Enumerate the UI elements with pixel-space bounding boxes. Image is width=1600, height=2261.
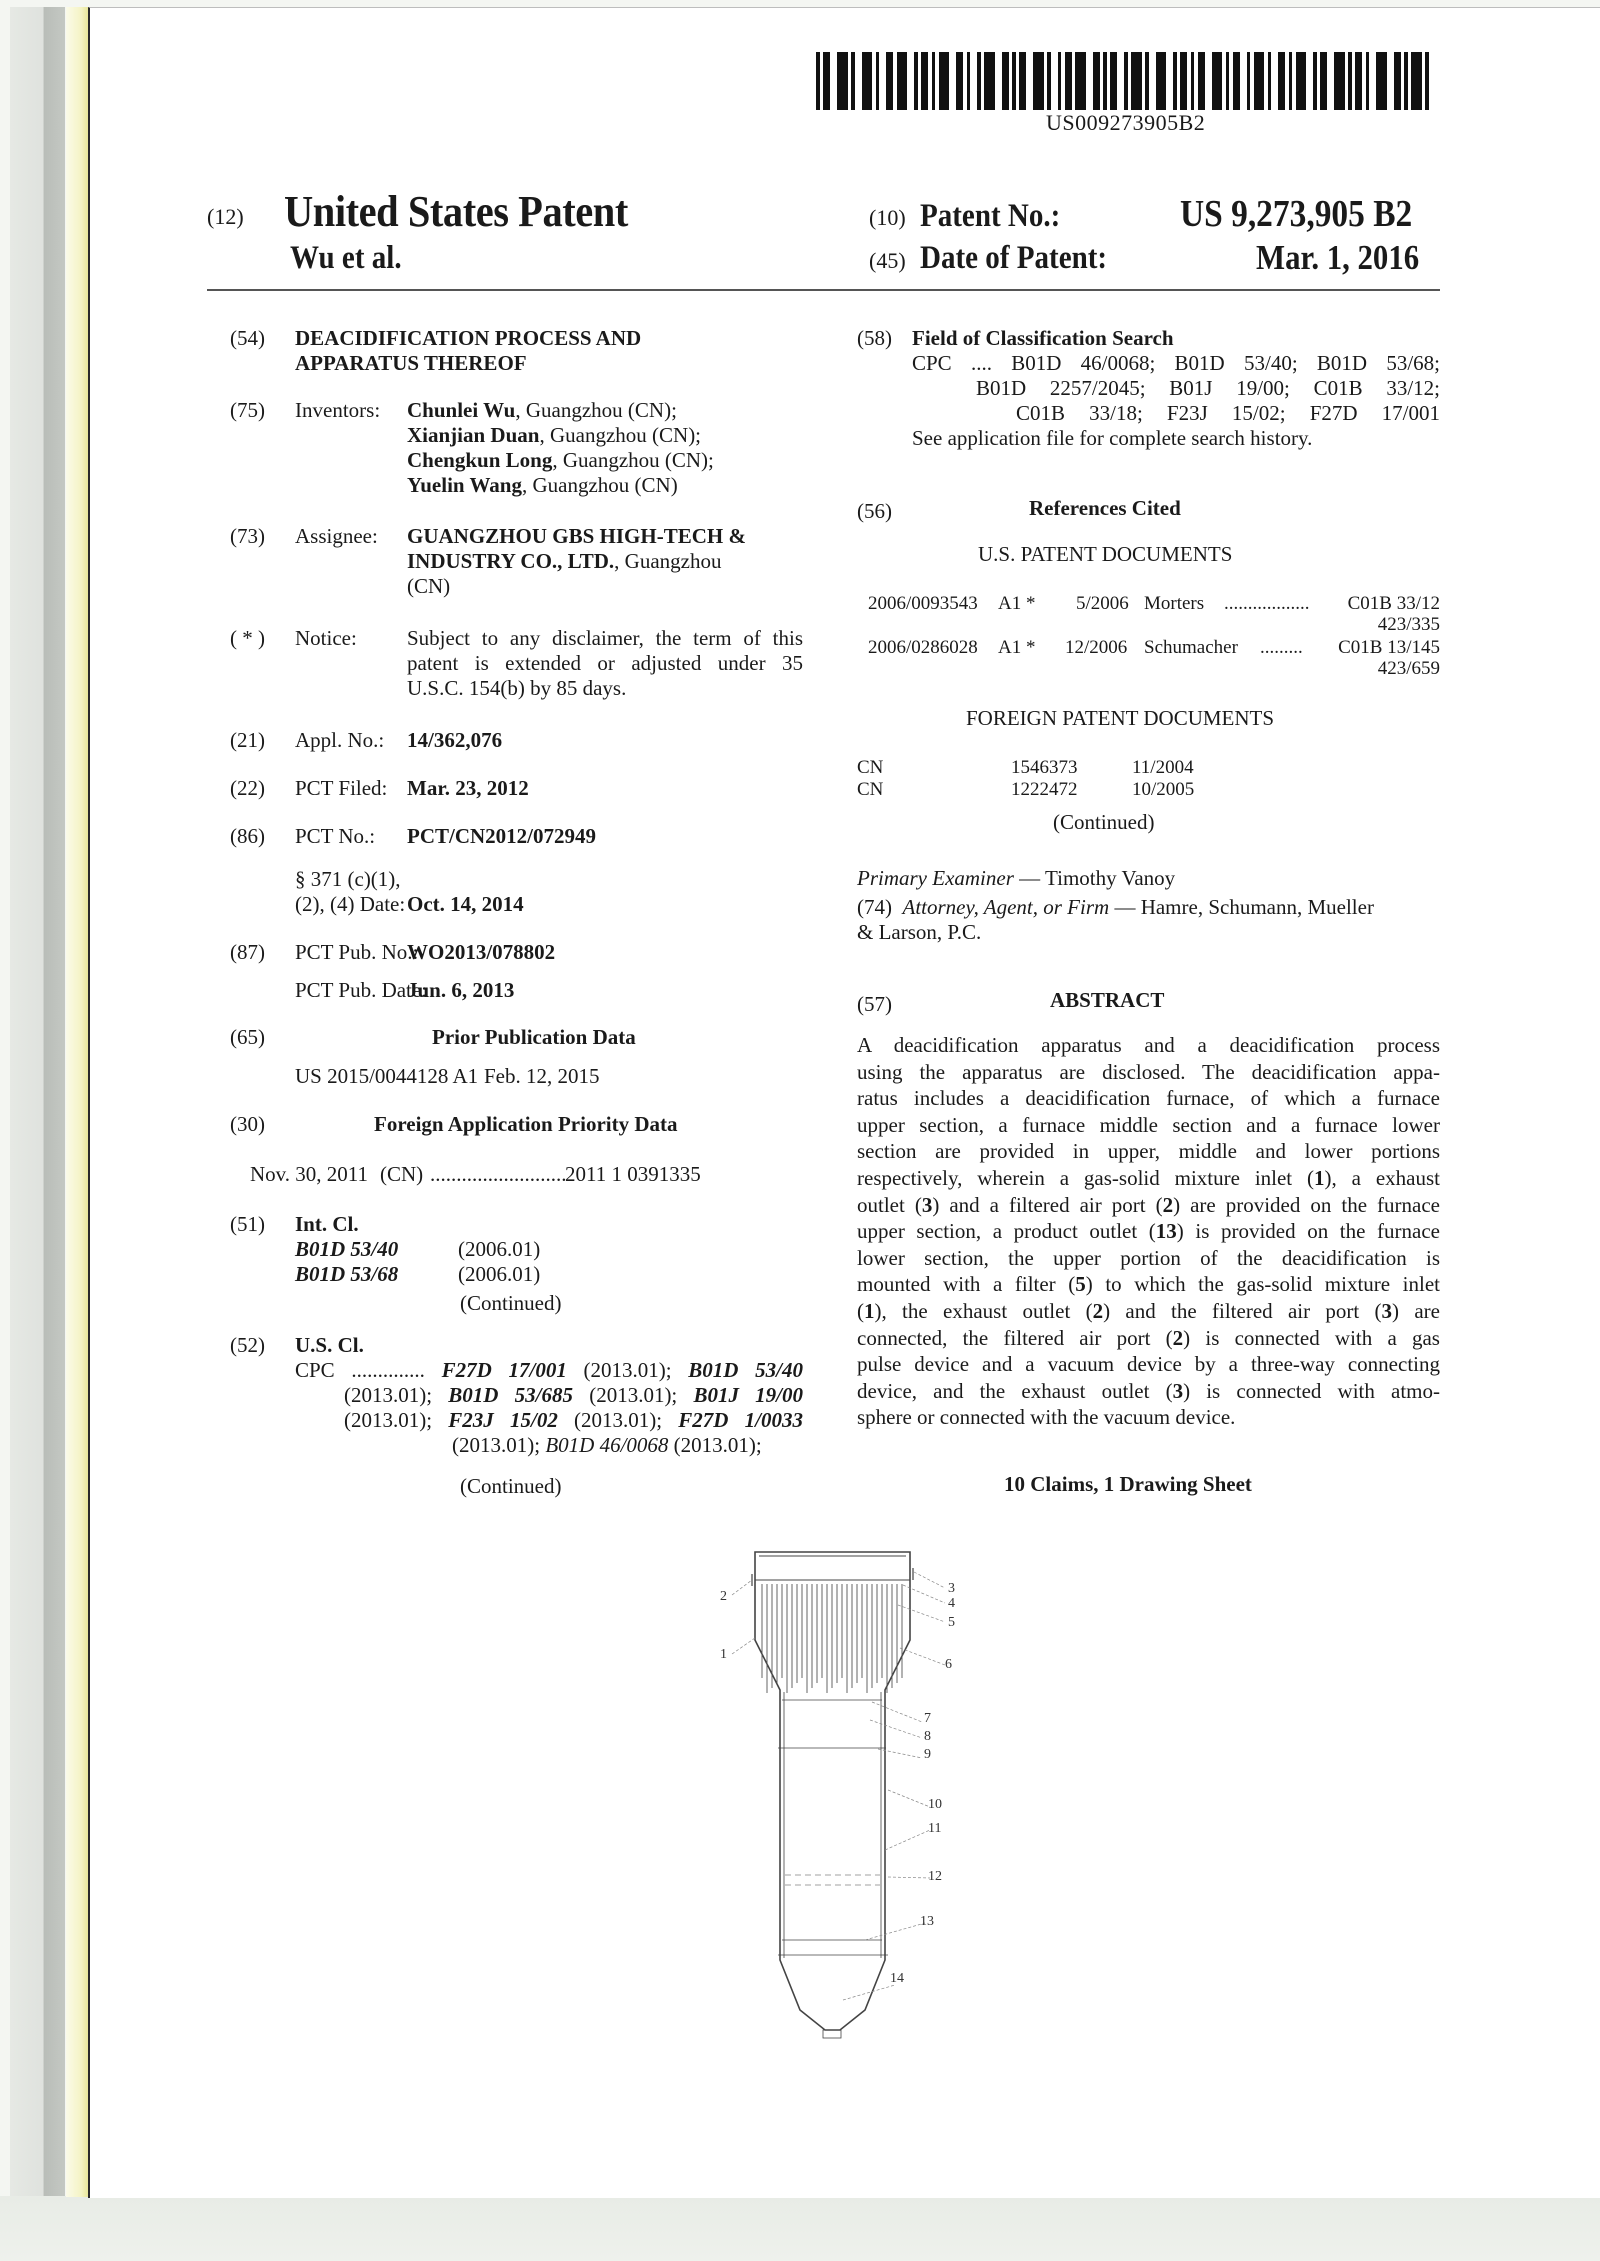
- code-21: (21): [230, 728, 265, 752]
- drawing-label: 13: [920, 1914, 934, 1929]
- cpc-class: B01D 53/685: [448, 1383, 573, 1407]
- prior-publication-date: Feb. 12, 2015: [484, 1064, 600, 1088]
- code-73: (73): [230, 524, 265, 548]
- pct-pub-no-value: WO2013/078802: [407, 940, 556, 964]
- invention-title-line2: APPARATUS THEREOF: [295, 351, 527, 375]
- date-of-patent-label: Date of Patent:: [920, 240, 1108, 276]
- date-of-patent: Mar. 1, 2016: [1256, 238, 1420, 277]
- us-cl-heading: U.S. Cl.: [295, 1333, 364, 1357]
- abstract-line: using the apparatus are disclosed. The deacidification appa-: [857, 1059, 1440, 1084]
- inventor-name: Xianjian Duan: [407, 423, 540, 447]
- cpc-version: (2013.01);: [344, 1408, 449, 1432]
- code-52: (52): [230, 1333, 265, 1357]
- pct-pub-date-value: Jun. 6, 2013: [407, 978, 515, 1002]
- cpc-version: (2013.01);: [668, 1433, 762, 1457]
- primary-examiner: [857, 866, 1175, 891]
- patent-number-label: Patent No.:: [920, 198, 1061, 234]
- code-54: (54): [230, 326, 265, 350]
- code-22: (22): [230, 776, 265, 800]
- reference-numeral: 3: [1172, 1378, 1184, 1403]
- cpc-version: (2013.01);: [452, 1433, 546, 1457]
- s371-label-line1: § 371 (c)(1),: [295, 867, 401, 891]
- inventor-item: [407, 398, 677, 423]
- assignee-name-line1: GUANGZHOU GBS HIGH-TECH &: [407, 524, 746, 548]
- cpc-version: (2013.01);: [344, 1383, 449, 1407]
- inventor-item: [407, 448, 714, 473]
- code-57: (57): [857, 992, 892, 1016]
- abstract-line: connected, the filtered air port (2) is connected with a gas: [857, 1325, 1440, 1350]
- code-56: (56): [857, 499, 892, 523]
- foreign-doc-date: 11/2004: [1132, 757, 1194, 778]
- inventor-name: Chunlei Wu: [407, 398, 516, 422]
- us-cl-line2: [344, 1383, 803, 1408]
- pct-pub-date-label: PCT Pub. Date:: [295, 978, 428, 1002]
- cpc-class: B01D 53/40: [688, 1358, 804, 1382]
- foreign-doc-number: 1546373: [1011, 757, 1078, 778]
- dash: —: [1013, 866, 1046, 890]
- foreign-priority-number: 2011 1 0391335: [565, 1162, 701, 1186]
- abstract-line: upper section, a furnace middle section and a furnace lower: [857, 1112, 1440, 1137]
- code-30: (30): [230, 1112, 265, 1136]
- code-notice: ( * ): [230, 626, 265, 650]
- pct-filed-value: Mar. 23, 2012: [407, 776, 529, 800]
- reference-class: C01B 13/145: [1338, 637, 1440, 658]
- inventors-label: Inventors:: [295, 398, 381, 422]
- notice-label: Notice:: [295, 626, 357, 650]
- cpc-class: F23J 15/02: [448, 1408, 558, 1432]
- int-cl-version: (2006.01): [458, 1237, 541, 1261]
- s371-date: Oct. 14, 2014: [407, 892, 524, 916]
- inventor-location: , Guangzhou (CN);: [539, 423, 702, 447]
- attorney: [857, 895, 1374, 920]
- int-cl-class: B01D 53/40: [295, 1237, 399, 1261]
- reference-date: 12/2006: [1065, 637, 1128, 658]
- reference-name: Schumacher: [1144, 637, 1238, 658]
- code-45: (45): [869, 248, 906, 273]
- code-87: (87): [230, 940, 265, 964]
- document-type-title: United States Patent: [284, 187, 628, 236]
- code-75: (75): [230, 398, 265, 422]
- cpc-class: F27D 1/0033: [678, 1408, 804, 1432]
- inventor-name: Yuelin Wang: [407, 473, 522, 497]
- int-cl-heading: Int. Cl.: [295, 1212, 359, 1236]
- foreign-doc-date: 10/2005: [1132, 779, 1195, 800]
- assignee-company: INDUSTRY CO., LTD.: [407, 549, 615, 573]
- pct-filed-label: PCT Filed:: [295, 776, 388, 800]
- prior-publication-number: US 2015/0044128 A1: [295, 1064, 479, 1088]
- pct-no-value: PCT/CN2012/072949: [407, 824, 596, 848]
- attorney-label: Attorney, Agent, or Firm: [902, 895, 1110, 919]
- reference-kind: A1 *: [998, 593, 1036, 614]
- drawing-label: 1: [720, 1647, 727, 1662]
- foreign-doc-country: CN: [857, 757, 884, 778]
- reference-numeral: 5: [1075, 1272, 1086, 1297]
- cpc-class: B01D 46/0068: [545, 1433, 669, 1457]
- reference-number: 2006/0286028: [868, 637, 978, 658]
- patent-number: US 9,273,905 B2: [1180, 193, 1413, 235]
- examiner-name: Timothy Vanoy: [1045, 866, 1176, 890]
- code-74: (74): [857, 895, 892, 919]
- invention-title-line1: DEACIDIFICATION PROCESS AND: [295, 326, 642, 350]
- leader-dots: ..................: [1224, 593, 1310, 614]
- barcode-bar: [1425, 52, 1429, 110]
- drawing-label: 7: [924, 1711, 931, 1726]
- page-edge: [66, 7, 88, 2197]
- header-divider: [207, 289, 1440, 291]
- attorney-firm-line2: & Larson, P.C.: [857, 920, 982, 944]
- attorney-firm: Hamre, Schumann, Mueller: [1140, 895, 1374, 919]
- foreign-priority-date: Nov. 30, 2011: [250, 1162, 369, 1186]
- drawing-label: 6: [945, 1657, 952, 1672]
- abstract-line: section are provided in upper, middle and lower portions: [857, 1139, 1440, 1164]
- leader-dots: ..........................: [430, 1162, 567, 1186]
- abstract-text: [857, 1032, 1440, 1431]
- foreign-doc-number: 1222472: [1011, 779, 1078, 800]
- abstract-line: ratus includes a deacidification furnace, of which a furnace: [857, 1086, 1440, 1111]
- notice-line3: U.S.C. 154(b) by 85 days.: [407, 676, 627, 700]
- abstract-line: A deacidification apparatus and a deacidification process: [857, 1033, 1440, 1057]
- us-patent-documents-heading: U.S. PATENT DOCUMENTS: [978, 542, 1233, 566]
- notice-line1: Subject to any disclaimer, the term of this: [407, 626, 803, 650]
- inventor-item: [407, 473, 678, 498]
- foreign-priority-heading: Foreign Application Priority Data: [374, 1112, 678, 1136]
- reference-numeral: 2: [1172, 1325, 1184, 1350]
- int-cl-version: (2006.01): [458, 1262, 541, 1286]
- reference-class-secondary: 423/335: [1377, 614, 1440, 635]
- product-outlet: [823, 2030, 841, 2038]
- reference-numeral: 2: [1092, 1298, 1104, 1323]
- drawing-label: 10: [928, 1797, 942, 1812]
- code-86: (86): [230, 824, 265, 848]
- reference-class-secondary: 423/659: [1377, 658, 1440, 679]
- cpc-class: B01J 19/00: [693, 1383, 804, 1407]
- abstract-heading: ABSTRACT: [1050, 988, 1165, 1012]
- scanner-background-bottom: [0, 2196, 1600, 2261]
- abstract-line: device, and the exhaust outlet (3) is connected with atmo-: [857, 1378, 1440, 1403]
- us-cl-line1: [295, 1358, 803, 1383]
- int-cl-continued: (Continued): [460, 1291, 562, 1315]
- leader-dots: .........: [1260, 637, 1303, 658]
- cpc-version: (2013.01);: [566, 1358, 689, 1382]
- reference-numeral: 1: [864, 1298, 875, 1323]
- cpc-label: CPC: [295, 1358, 335, 1382]
- inventor-name: Chengkun Long: [407, 448, 553, 472]
- cpc-class: F27D 17/001: [441, 1358, 567, 1382]
- prior-publication-heading: Prior Publication Data: [432, 1025, 636, 1049]
- abstract-line: upper section, a product outlet (13) is provided on the furnace: [857, 1219, 1440, 1244]
- reference-numeral: 13: [1155, 1219, 1177, 1244]
- scanner-background: [10, 7, 65, 2207]
- field-search-line3: C01B 33/18; F23J 15/02; F27D 17/001: [1016, 401, 1440, 425]
- reference-date: 5/2006: [1076, 593, 1129, 614]
- code-12: (12): [207, 204, 244, 229]
- reference-numeral: 3: [1381, 1298, 1393, 1323]
- code-51: (51): [230, 1212, 265, 1236]
- pct-pub-no-label: PCT Pub. No.:: [295, 940, 419, 964]
- barcode-number: US009273905B2: [1046, 110, 1206, 135]
- abstract-line: respectively, wherein a gas-solid mixture inlet (1), a exhaust: [857, 1165, 1440, 1190]
- examiner-label: Primary Examiner: [857, 866, 1014, 890]
- drawing-label: 5: [948, 1615, 955, 1630]
- code-58: (58): [857, 326, 892, 350]
- claims-summary: 10 Claims, 1 Drawing Sheet: [1004, 1472, 1252, 1496]
- reference-kind: A1 *: [998, 637, 1036, 658]
- reference-numeral: 2: [1162, 1192, 1174, 1217]
- drawing-label: 4: [948, 1596, 955, 1611]
- foreign-patent-documents-heading: FOREIGN PATENT DOCUMENTS: [966, 706, 1275, 730]
- references-continued: (Continued): [1053, 810, 1155, 834]
- us-cl-line3: [344, 1408, 803, 1433]
- us-cl-line4: [452, 1433, 762, 1458]
- cpc-version: (2013.01);: [573, 1383, 694, 1407]
- abstract-line: sphere or connected with the vacuum device.: [857, 1405, 1236, 1430]
- assignee-label: Assignee:: [295, 524, 378, 548]
- notice-line2: patent is extended or adjusted under 35: [407, 651, 803, 675]
- leader-dots: ..............: [351, 1358, 425, 1382]
- field-search-note: See application file for complete search history.: [912, 426, 1313, 450]
- inventor-short: Wu et al.: [290, 240, 402, 276]
- abstract-line: lower section, the upper portion of the deacidification is: [857, 1245, 1440, 1270]
- drawing-label: 12: [928, 1869, 942, 1884]
- inventor-location: , Guangzhou (CN);: [552, 448, 714, 472]
- us-cl-continued: (Continued): [460, 1474, 562, 1498]
- inventor-location: , Guangzhou (CN): [521, 473, 678, 497]
- int-cl-class: B01D 53/68: [295, 1262, 399, 1286]
- reference-number: 2006/0093543: [868, 593, 978, 614]
- foreign-doc-country: CN: [857, 779, 884, 800]
- abstract-line: outlet (3) and a filtered air port (2) are provided on the furnace: [857, 1192, 1440, 1217]
- code-65: (65): [230, 1025, 265, 1049]
- cpc-version: (2013.01);: [557, 1408, 679, 1432]
- abstract-line: (1), the exhaust outlet (2) and the filtered air port (3) are: [857, 1298, 1440, 1323]
- code-10: (10): [869, 205, 906, 230]
- drawing-label: 2: [720, 1589, 727, 1604]
- drawing-label: 11: [928, 1821, 942, 1836]
- reference-name: Morters: [1144, 593, 1205, 614]
- field-search-line1: CPC .... B01D 46/0068; B01D 53/40; B01D 53/68;: [912, 351, 1440, 375]
- filter-bags: [762, 1584, 902, 1693]
- assignee-city: , Guangzhou: [614, 549, 722, 573]
- drawing-label: 3: [948, 1581, 955, 1596]
- furnace-drawing: [690, 1530, 1020, 2040]
- abstract-line: pulse device and a vacuum device by a three-way connecting: [857, 1352, 1440, 1377]
- s371-label-line2: (2), (4) Date:: [295, 892, 406, 916]
- field-search-line2: B01D 2257/2045; B01J 19/00; C01B 33/12;: [976, 376, 1440, 400]
- appl-no-value: 14/362,076: [407, 728, 503, 752]
- references-heading: References Cited: [1029, 496, 1181, 520]
- reference-class: C01B 33/12: [1347, 593, 1440, 614]
- assignee-name-line2: [407, 549, 721, 574]
- reference-numeral: 1: [1314, 1165, 1325, 1190]
- foreign-priority-country: (CN): [380, 1162, 424, 1186]
- inventor-item: [407, 423, 701, 448]
- assignee-country: (CN): [407, 574, 451, 598]
- barcode: [816, 52, 1448, 110]
- pct-no-label: PCT No.:: [295, 824, 376, 848]
- drawing-label: 14: [890, 1971, 904, 1986]
- drawing-label: 8: [924, 1729, 931, 1744]
- field-search-heading: Field of Classification Search: [912, 326, 1174, 350]
- dash: —: [1109, 895, 1141, 919]
- abstract-line: mounted with a filter (5) to which the gas-solid mixture inlet: [857, 1272, 1440, 1297]
- appl-no-label: Appl. No.:: [295, 728, 385, 752]
- inventor-location: , Guangzhou (CN);: [515, 398, 677, 422]
- drawing-label: 9: [924, 1747, 931, 1762]
- reference-numeral: 3: [921, 1192, 933, 1217]
